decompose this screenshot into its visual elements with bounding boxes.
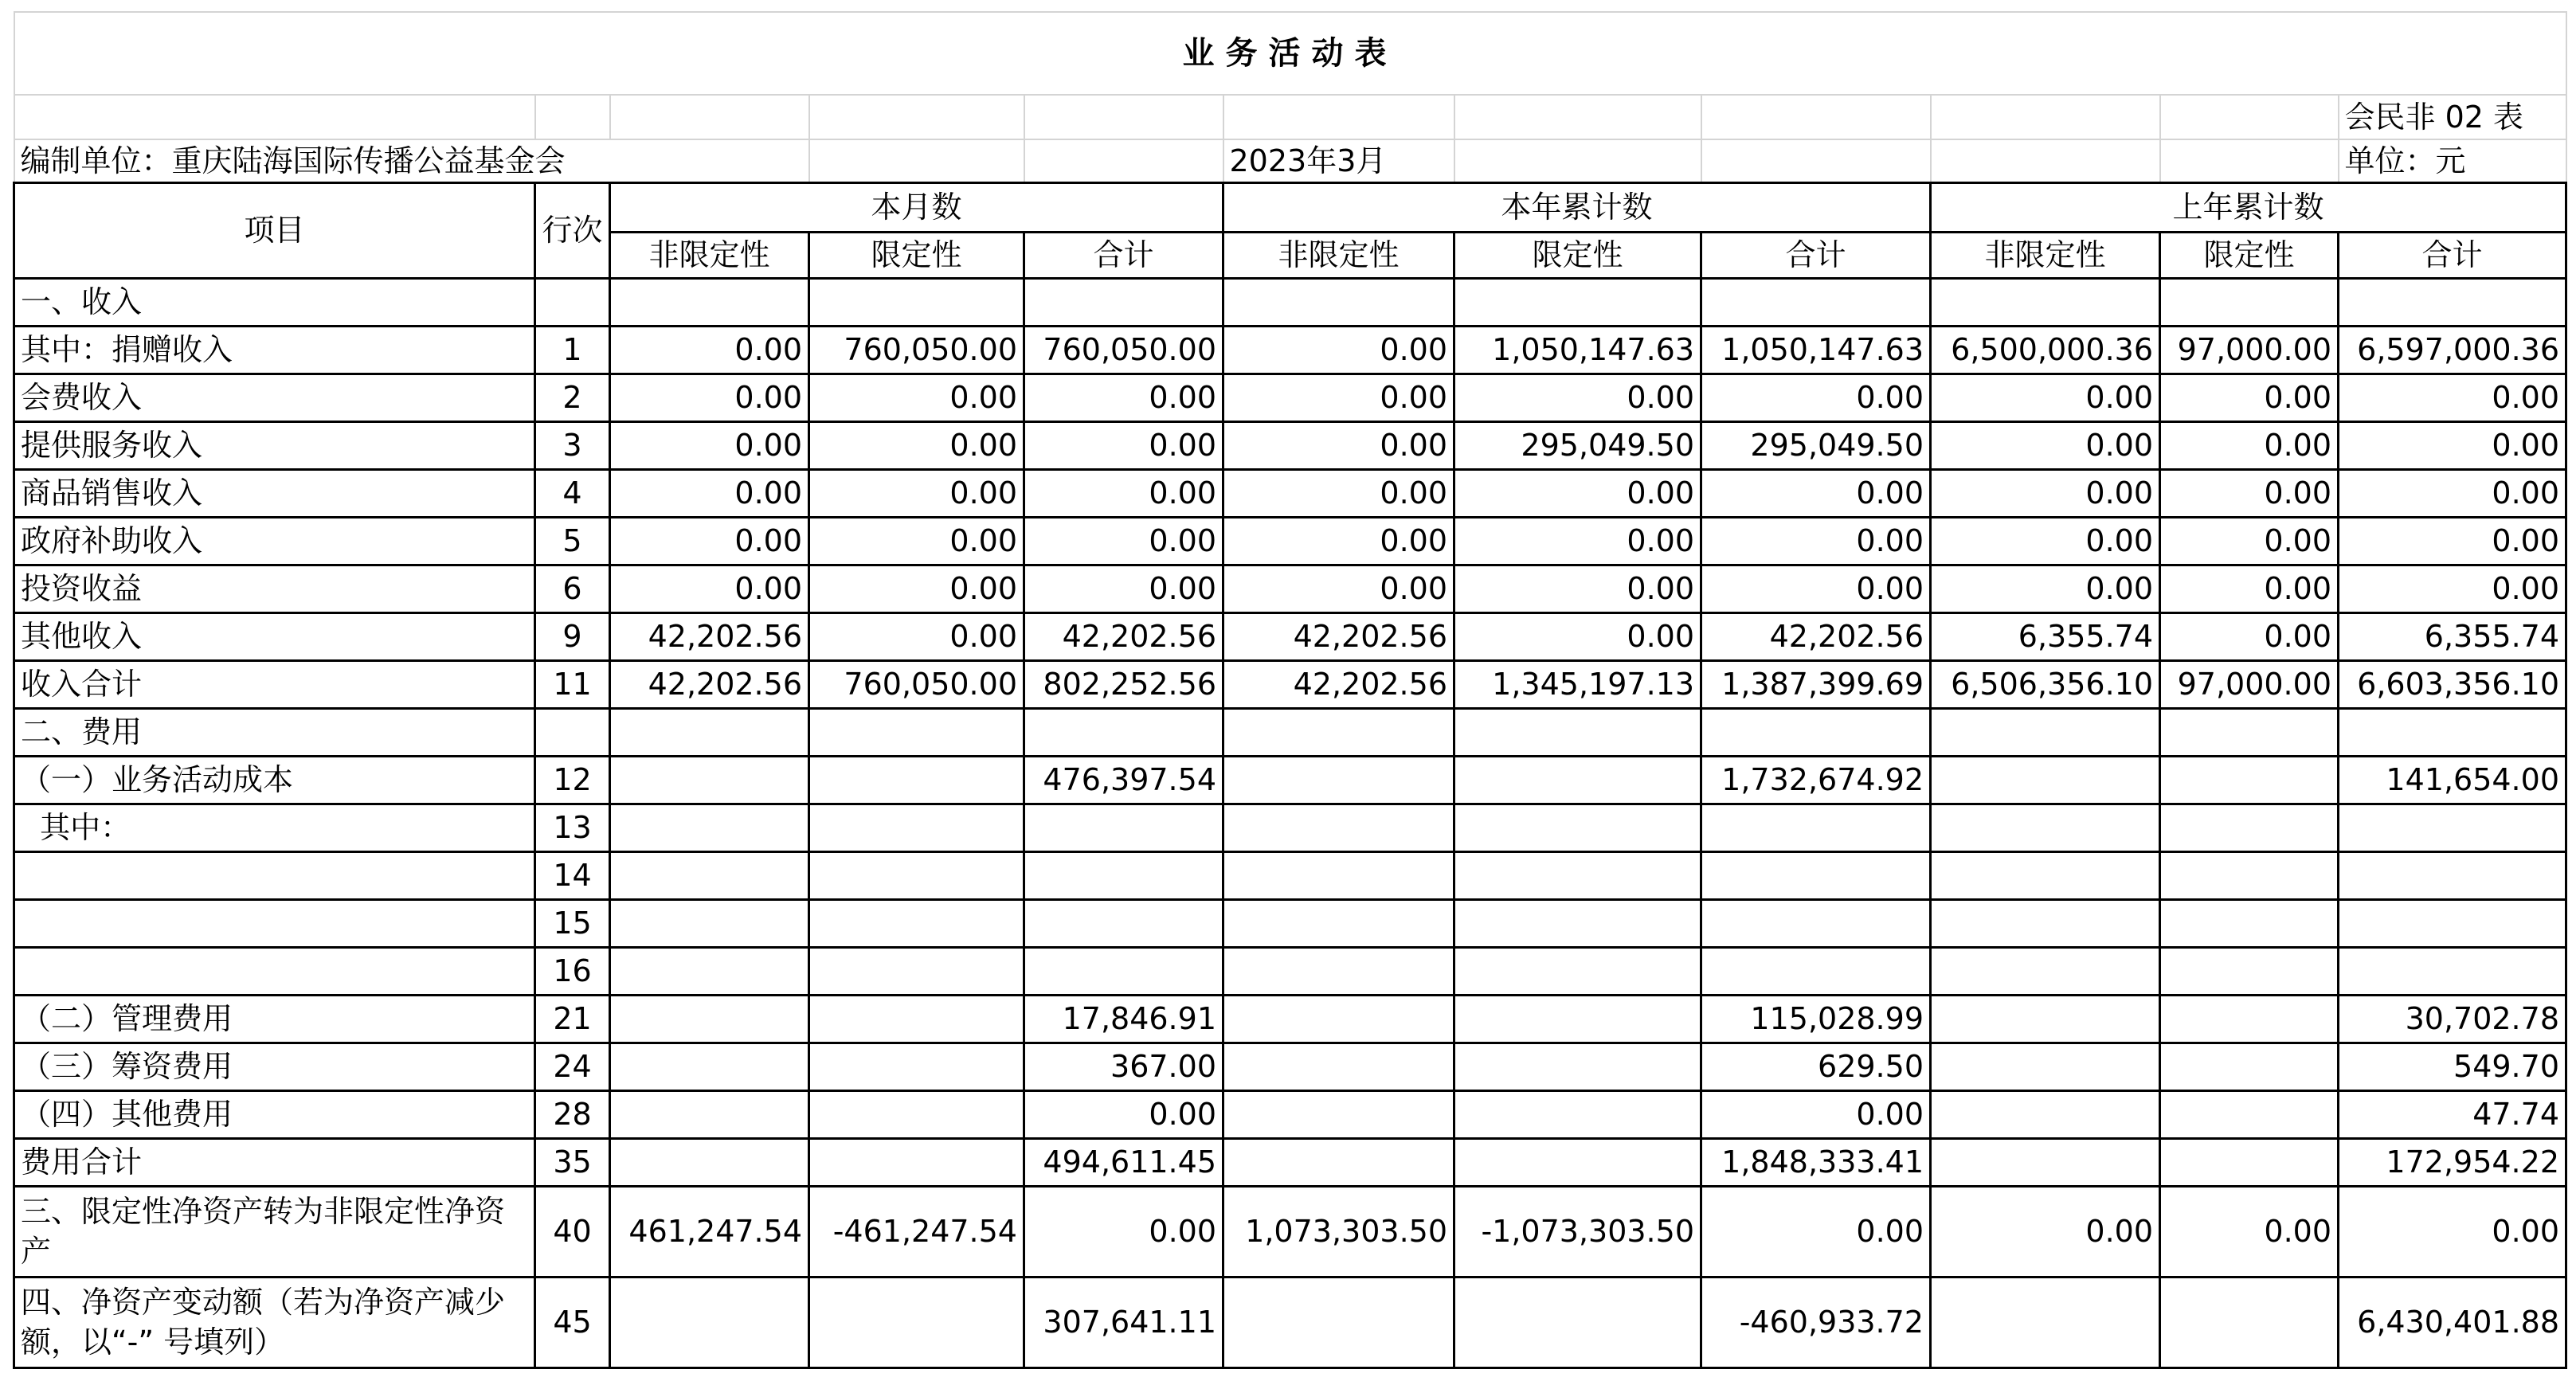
row-item-label: [14, 851, 535, 899]
value-cell: [2160, 1090, 2339, 1138]
value-cell: 42,202.56: [1223, 660, 1454, 708]
value-cell: 0.00: [1454, 565, 1701, 612]
row-number: 24: [535, 1043, 610, 1090]
form-code: 会民非 02 表: [2339, 95, 2566, 139]
value-cell: 0.00: [1931, 421, 2160, 469]
value-cell: 0.00: [2339, 469, 2566, 517]
row-item-label: [14, 899, 535, 947]
value-cell: 0.00: [1223, 469, 1454, 517]
value-cell: 0.00: [1024, 517, 1223, 565]
table-row: [14, 612, 2566, 660]
row-item-label: 其中：: [14, 804, 535, 851]
table-row: [14, 851, 2566, 899]
value-cell: [1223, 278, 1454, 326]
row-item-label: 二、费用: [14, 708, 535, 756]
value-cell: 6,603,356.10: [2339, 660, 2566, 708]
value-cell: [610, 804, 809, 851]
value-cell: 1,073,303.50: [1223, 1186, 1454, 1277]
value-cell: [1701, 804, 1931, 851]
value-cell: 1,387,399.69: [1701, 660, 1931, 708]
value-cell: 0.00: [2160, 469, 2339, 517]
value-cell: [1454, 947, 1701, 995]
blank-cell: [1701, 139, 1931, 182]
blank-cell: [14, 95, 535, 139]
value-cell: [809, 708, 1024, 756]
value-cell: [1454, 1138, 1701, 1186]
row-number: [535, 708, 610, 756]
value-cell: 0.00: [1223, 565, 1454, 612]
value-cell: -1,073,303.50: [1454, 1186, 1701, 1277]
value-cell: 0.00: [1931, 469, 2160, 517]
value-cell: [1931, 278, 2160, 326]
value-cell: 0.00: [2160, 421, 2339, 469]
value-cell: 367.00: [1024, 1043, 1223, 1090]
value-cell: 0.00: [809, 374, 1024, 421]
value-cell: 42,202.56: [1024, 612, 1223, 660]
row-item-label: [14, 947, 535, 995]
value-cell: [1024, 804, 1223, 851]
value-cell: 0.00: [1223, 517, 1454, 565]
blank-cell: [1024, 139, 1223, 182]
row-number: 4: [535, 469, 610, 517]
value-cell: [2339, 804, 2566, 851]
value-cell: [610, 278, 809, 326]
value-cell: 0.00: [1223, 326, 1454, 374]
value-cell: [1454, 708, 1701, 756]
value-cell: 802,252.56: [1024, 660, 1223, 708]
blank-cell: [809, 139, 1024, 182]
value-cell: 760,050.00: [809, 326, 1024, 374]
row-item-label: 商品销售收入: [14, 469, 535, 517]
value-cell: 0.00: [610, 517, 809, 565]
blank-cell: [610, 95, 809, 139]
value-cell: [1223, 804, 1454, 851]
value-cell: 629.50: [1701, 1043, 1931, 1090]
value-cell: 0.00: [1223, 374, 1454, 421]
value-cell: [1701, 851, 1931, 899]
value-cell: 1,848,333.41: [1701, 1138, 1931, 1186]
value-cell: [809, 1043, 1024, 1090]
value-cell: 0.00: [1701, 374, 1931, 421]
value-cell: [1223, 1090, 1454, 1138]
value-cell: [2160, 899, 2339, 947]
value-cell: [809, 1277, 1024, 1367]
value-cell: 0.00: [2339, 421, 2566, 469]
value-cell: 0.00: [2160, 517, 2339, 565]
value-cell: 6,597,000.36: [2339, 326, 2566, 374]
value-cell: 0.00: [1931, 517, 2160, 565]
row-number: 3: [535, 421, 610, 469]
value-cell: [1454, 1090, 1701, 1138]
value-cell: [1223, 851, 1454, 899]
table-title: 业务活动表: [14, 12, 2566, 95]
row-number: [535, 278, 610, 326]
value-cell: 0.00: [1701, 1090, 1931, 1138]
value-cell: 0.00: [610, 374, 809, 421]
blank-cell: [2160, 95, 2339, 139]
row-item-label: （二）管理费用: [14, 995, 535, 1043]
table-row: [14, 469, 2566, 517]
value-cell: [1931, 1090, 2160, 1138]
value-cell: [2160, 851, 2339, 899]
value-cell: [2339, 851, 2566, 899]
table-row: [14, 326, 2566, 374]
header-restricted: 限定性: [1454, 232, 1701, 278]
row-item-label: 三、限定性净资产转为非限定性净资产: [14, 1186, 535, 1277]
row-item-label: （三）筹资费用: [14, 1043, 535, 1090]
value-cell: 172,954.22: [2339, 1138, 2566, 1186]
value-cell: 97,000.00: [2160, 326, 2339, 374]
value-cell: [1454, 851, 1701, 899]
value-cell: 0.00: [809, 565, 1024, 612]
value-cell: [1931, 899, 2160, 947]
value-cell: [809, 756, 1024, 804]
table-row: [14, 421, 2566, 469]
row-item-label: 四、净资产变动额（若为净资产减少额，以“-” 号填列）: [14, 1277, 535, 1367]
table-row: [14, 660, 2566, 708]
value-cell: 1,732,674.92: [1701, 756, 1931, 804]
value-cell: [2160, 708, 2339, 756]
value-cell: 42,202.56: [610, 612, 809, 660]
value-cell: [610, 1138, 809, 1186]
value-cell: 6,355.74: [2339, 612, 2566, 660]
value-cell: [1223, 708, 1454, 756]
value-cell: [1931, 1277, 2160, 1367]
header-total: 合计: [2339, 232, 2566, 278]
row-number: 6: [535, 565, 610, 612]
value-cell: [809, 899, 1024, 947]
value-cell: [610, 899, 809, 947]
table-row: [14, 1186, 2566, 1277]
unit-label: 单位：元: [2339, 139, 2566, 182]
header-restricted: 限定性: [809, 232, 1024, 278]
value-cell: 0.00: [1024, 565, 1223, 612]
table-row: [14, 756, 2566, 804]
value-cell: 0.00: [1701, 565, 1931, 612]
value-cell: 1,345,197.13: [1454, 660, 1701, 708]
value-cell: [610, 1043, 809, 1090]
value-cell: [1223, 947, 1454, 995]
value-cell: 549.70: [2339, 1043, 2566, 1090]
value-cell: [1454, 995, 1701, 1043]
row-number: 1: [535, 326, 610, 374]
row-number: 45: [535, 1277, 610, 1367]
table-row: [14, 804, 2566, 851]
value-cell: 295,049.50: [1701, 421, 1931, 469]
row-number: 12: [535, 756, 610, 804]
value-cell: 0.00: [2339, 517, 2566, 565]
row-item-label: 收入合计: [14, 660, 535, 708]
value-cell: [610, 1090, 809, 1138]
value-cell: [610, 947, 809, 995]
value-cell: [809, 804, 1024, 851]
value-cell: [1701, 278, 1931, 326]
blank-cell: [1024, 95, 1223, 139]
value-cell: 6,506,356.10: [1931, 660, 2160, 708]
value-cell: 1,050,147.63: [1701, 326, 1931, 374]
table-row: [14, 565, 2566, 612]
value-cell: [1454, 1277, 1701, 1367]
value-cell: 0.00: [610, 326, 809, 374]
row-number: 15: [535, 899, 610, 947]
value-cell: [610, 995, 809, 1043]
value-cell: [1223, 1138, 1454, 1186]
value-cell: 760,050.00: [809, 660, 1024, 708]
value-cell: [1223, 995, 1454, 1043]
period-label: 2023年3月: [1223, 139, 1454, 182]
header-group-last-year: 上年累计数: [1931, 182, 2566, 232]
value-cell: [1223, 756, 1454, 804]
value-cell: 0.00: [809, 517, 1024, 565]
value-cell: 0.00: [610, 565, 809, 612]
blank-cell: [1223, 95, 1454, 139]
value-cell: 6,500,000.36: [1931, 326, 2160, 374]
value-cell: [1931, 804, 2160, 851]
value-cell: [2160, 1138, 2339, 1186]
value-cell: 47.74: [2339, 1090, 2566, 1138]
value-cell: 42,202.56: [1223, 612, 1454, 660]
value-cell: 0.00: [2339, 374, 2566, 421]
value-cell: 97,000.00: [2160, 660, 2339, 708]
value-cell: [1931, 851, 2160, 899]
value-cell: [2339, 278, 2566, 326]
header-group-ytd: 本年累计数: [1223, 182, 1931, 232]
value-cell: [1024, 708, 1223, 756]
row-item-label: 其他收入: [14, 612, 535, 660]
row-item-label: 会费收入: [14, 374, 535, 421]
row-item-label: 提供服务收入: [14, 421, 535, 469]
value-cell: [610, 1277, 809, 1367]
value-cell: 30,702.78: [2339, 995, 2566, 1043]
blank-cell: [2160, 139, 2339, 182]
value-cell: 0.00: [2339, 1186, 2566, 1277]
value-cell: 0.00: [1024, 374, 1223, 421]
value-cell: 295,049.50: [1454, 421, 1701, 469]
value-cell: [1024, 899, 1223, 947]
table-row: [14, 995, 2566, 1043]
table-row: [14, 1138, 2566, 1186]
value-cell: [1454, 278, 1701, 326]
value-cell: [1024, 851, 1223, 899]
header-row-no: 行次: [535, 182, 610, 278]
business-activity-table: [13, 11, 2567, 1369]
value-cell: -461,247.54: [809, 1186, 1024, 1277]
value-cell: [1223, 1043, 1454, 1090]
row-number: 21: [535, 995, 610, 1043]
value-cell: [1931, 1138, 2160, 1186]
value-cell: [2160, 995, 2339, 1043]
value-cell: [809, 1138, 1024, 1186]
value-cell: [2339, 947, 2566, 995]
row-item-label: 其中：捐赠收入: [14, 326, 535, 374]
value-cell: [1701, 899, 1931, 947]
value-cell: [809, 278, 1024, 326]
row-number: 2: [535, 374, 610, 421]
value-cell: 6,430,401.88: [2339, 1277, 2566, 1367]
header-restricted: 限定性: [2160, 232, 2339, 278]
value-cell: [2339, 899, 2566, 947]
blank-cell: [535, 95, 610, 139]
value-cell: 307,641.11: [1024, 1277, 1223, 1367]
value-cell: 0.00: [610, 421, 809, 469]
value-cell: 0.00: [1454, 469, 1701, 517]
value-cell: 6,355.74: [1931, 612, 2160, 660]
table-row: [14, 899, 2566, 947]
value-cell: [2160, 756, 2339, 804]
value-cell: [1931, 756, 2160, 804]
value-cell: [1454, 804, 1701, 851]
value-cell: [1024, 947, 1223, 995]
value-cell: 141,654.00: [2339, 756, 2566, 804]
value-cell: 0.00: [1024, 1090, 1223, 1138]
value-cell: -460,933.72: [1701, 1277, 1931, 1367]
value-cell: 0.00: [2339, 565, 2566, 612]
value-cell: 0.00: [1931, 565, 2160, 612]
value-cell: 42,202.56: [1701, 612, 1931, 660]
row-item-label: 费用合计: [14, 1138, 535, 1186]
value-cell: [1024, 278, 1223, 326]
table-row: [14, 374, 2566, 421]
header-total: 合计: [1701, 232, 1931, 278]
blank-cell: [1931, 95, 2160, 139]
value-cell: 0.00: [2160, 374, 2339, 421]
table-row: [14, 1043, 2566, 1090]
table-row: [14, 1277, 2566, 1367]
row-item-label: 一、收入: [14, 278, 535, 326]
blank-cell: [1931, 139, 2160, 182]
row-number: 5: [535, 517, 610, 565]
value-cell: 0.00: [1701, 469, 1931, 517]
value-cell: 0.00: [1024, 469, 1223, 517]
value-cell: 476,397.54: [1024, 756, 1223, 804]
row-item-label: 政府补助收入: [14, 517, 535, 565]
value-cell: 0.00: [1701, 1186, 1931, 1277]
value-cell: [2160, 804, 2339, 851]
row-number: 9: [535, 612, 610, 660]
value-cell: 0.00: [2160, 612, 2339, 660]
value-cell: [809, 1090, 1024, 1138]
value-cell: [2160, 278, 2339, 326]
value-cell: 0.00: [1931, 1186, 2160, 1277]
value-cell: [1701, 708, 1931, 756]
value-cell: 0.00: [2160, 565, 2339, 612]
value-cell: 0.00: [1931, 374, 2160, 421]
row-number: 40: [535, 1186, 610, 1277]
value-cell: 760,050.00: [1024, 326, 1223, 374]
value-cell: [1223, 1277, 1454, 1367]
row-number: 11: [535, 660, 610, 708]
value-cell: [2160, 947, 2339, 995]
value-cell: 494,611.45: [1024, 1138, 1223, 1186]
row-number: 13: [535, 804, 610, 851]
row-item-label: （一）业务活动成本: [14, 756, 535, 804]
value-cell: [809, 947, 1024, 995]
value-cell: 0.00: [809, 612, 1024, 660]
value-cell: 0.00: [610, 469, 809, 517]
value-cell: 115,028.99: [1701, 995, 1931, 1043]
value-cell: 17,846.91: [1024, 995, 1223, 1043]
header-total: 合计: [1024, 232, 1223, 278]
blank-cell: [1454, 139, 1701, 182]
blank-cell: [1454, 95, 1701, 139]
value-cell: 0.00: [1701, 517, 1931, 565]
table-row: [14, 947, 2566, 995]
header-item: 项目: [14, 182, 535, 278]
header-unrestricted: 非限定性: [1931, 232, 2160, 278]
value-cell: [1931, 995, 2160, 1043]
value-cell: [2160, 1043, 2339, 1090]
value-cell: [1454, 1043, 1701, 1090]
value-cell: 0.00: [809, 469, 1024, 517]
value-cell: 1,050,147.63: [1454, 326, 1701, 374]
value-cell: 461,247.54: [610, 1186, 809, 1277]
value-cell: [1701, 947, 1931, 995]
header-group-this-month: 本月数: [610, 182, 1223, 232]
row-item-label: （四）其他费用: [14, 1090, 535, 1138]
value-cell: 0.00: [1454, 517, 1701, 565]
value-cell: 0.00: [1223, 421, 1454, 469]
value-cell: [610, 756, 809, 804]
value-cell: [610, 851, 809, 899]
value-cell: 42,202.56: [610, 660, 809, 708]
table-row: [14, 517, 2566, 565]
value-cell: 0.00: [809, 421, 1024, 469]
value-cell: [2339, 708, 2566, 756]
blank-cell: [1701, 95, 1931, 139]
blank-cell: [809, 95, 1024, 139]
table-row: [14, 708, 2566, 756]
header-unrestricted: 非限定性: [1223, 232, 1454, 278]
value-cell: 0.00: [2160, 1186, 2339, 1277]
table-row: [14, 1090, 2566, 1138]
row-item-label: 投资收益: [14, 565, 535, 612]
value-cell: 0.00: [1454, 612, 1701, 660]
row-number: 16: [535, 947, 610, 995]
row-number: 14: [535, 851, 610, 899]
value-cell: [1931, 1043, 2160, 1090]
table-row: [14, 278, 2566, 326]
value-cell: [1454, 756, 1701, 804]
value-cell: [1223, 899, 1454, 947]
row-number: 35: [535, 1138, 610, 1186]
value-cell: 0.00: [1024, 421, 1223, 469]
value-cell: [1454, 899, 1701, 947]
value-cell: [610, 708, 809, 756]
header-unrestricted: 非限定性: [610, 232, 809, 278]
value-cell: [809, 995, 1024, 1043]
org-label: 编制单位：重庆陆海国际传播公益基金会: [14, 139, 809, 182]
value-cell: [809, 851, 1024, 899]
value-cell: [2160, 1277, 2339, 1367]
row-number: 28: [535, 1090, 610, 1138]
value-cell: 0.00: [1454, 374, 1701, 421]
value-cell: [1931, 708, 2160, 756]
value-cell: [1931, 947, 2160, 995]
value-cell: 0.00: [1024, 1186, 1223, 1277]
